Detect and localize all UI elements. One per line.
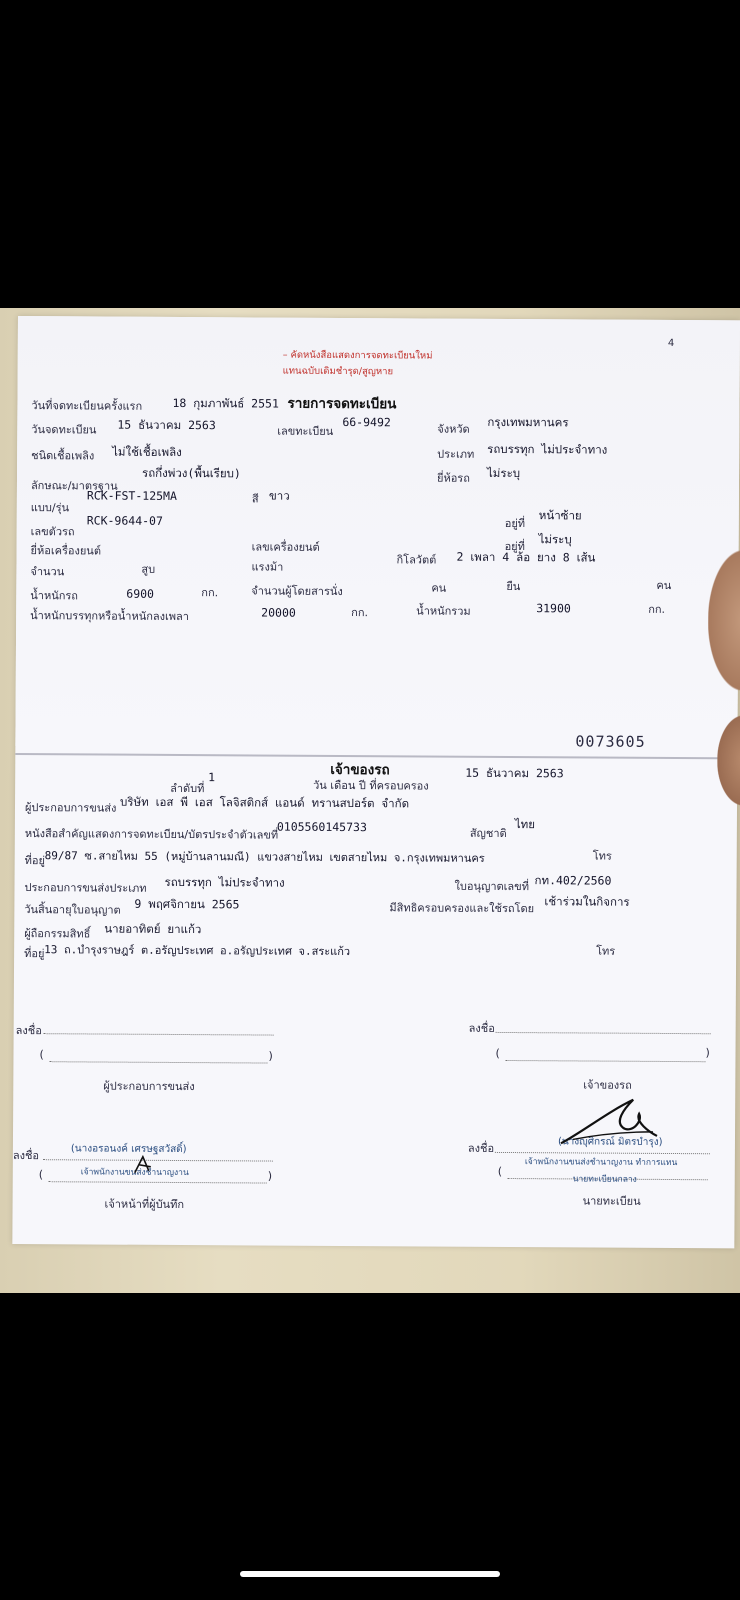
- seats-label: จำนวนผู้โดยสารนั่ง: [251, 584, 343, 598]
- vehicle-weight: 6900: [126, 586, 155, 601]
- paren-close-recorder: ): [267, 1169, 273, 1183]
- load-weight: 20000: [261, 605, 296, 620]
- recorder-name: (นางอรอนงค์ เศรษฐสวัสดิ์): [70, 1143, 187, 1156]
- reg-date: 15 ธันวาคม 2563: [117, 417, 216, 433]
- kg-unit-3: กก.: [648, 602, 666, 616]
- weight-label: น้ำหนักรถ: [30, 589, 79, 603]
- owner-role: เจ้าของรถ: [583, 1078, 632, 1092]
- horsepower-label: แรงม้า: [251, 560, 284, 574]
- axles-wheels: 2 เพลา 4 ล้อ ยาง 8 เส้น: [456, 549, 596, 565]
- paren-open-registrar: (: [497, 1164, 503, 1178]
- license-expire-date: 9 พฤศจิกายน 2565: [134, 896, 240, 912]
- cylinders-label: สูบ: [141, 562, 156, 576]
- holder-name: นายอาทิตย์ ยาแก้ว: [104, 921, 202, 937]
- chassis-label: เลขตัวรถ: [30, 525, 75, 539]
- load-label: น้ำหนักบรรทุกหรือน้ำหนักลงเพลา: [30, 609, 189, 624]
- phone2-label: โทร: [596, 944, 616, 958]
- first-reg-date: 18 กุมภาพันธ์ 2551: [172, 395, 279, 411]
- holder-address-label: ที่อยู่: [24, 947, 45, 961]
- count-label: จำนวน: [30, 565, 65, 579]
- plate-number: 66-9492: [342, 414, 391, 430]
- holder-address: 13 ถ.บำรุงราษฎร์ ต.อรัญประเทศ อ.อรัญประเทศ จ.สระแก้ว: [44, 943, 351, 959]
- owner-section-title: เจ้าของรถ: [330, 761, 390, 779]
- vehicle-type: รถบรรทุก ไม่ประจำทาง: [487, 441, 608, 457]
- possession-right: เช้าร่วมในกิจการ: [544, 894, 630, 909]
- recorder-role: เจ้าหน้าที่ผู้บันทึก: [104, 1197, 185, 1212]
- kg-unit-2: กก.: [351, 606, 369, 620]
- engine-no-label: เลขเครื่องยนต์: [251, 540, 320, 554]
- address-label: ที่อยู่: [24, 854, 46, 868]
- paren-close-owner: ): [705, 1046, 710, 1060]
- sign-label-registrar: ลงชื่อ: [467, 1141, 495, 1155]
- seq-label: ลำดับที่: [170, 781, 205, 796]
- license-label: ใบอนุญาตเลขที่: [454, 879, 530, 894]
- fuel-label: ชนิดเชื้อเพลิง: [31, 449, 95, 463]
- total-weight: 31900: [536, 601, 571, 616]
- model-label: แบบ/รุ่น: [30, 501, 70, 515]
- registrar-signature: [553, 1091, 663, 1152]
- home-indicator[interactable]: [240, 1571, 500, 1577]
- operator-address: 89/87 ซ.สายไหม 55 (หมู่บ้านลานมณี) แขวงสายไหม เขตสายไหม จ.กรุงเทพมหานคร: [44, 849, 485, 865]
- reg-date-label: วันจดทะเบียน: [31, 423, 97, 437]
- phone-label: โทร: [592, 849, 612, 863]
- expire-label: วันสิ้นอายุใบอนุญาต: [24, 903, 121, 917]
- operator-role: ผู้ประกอบการขนส่ง: [103, 1079, 195, 1094]
- first-reg-label: วันที่จดทะเบียนครั้งแรก: [31, 399, 143, 413]
- page-number: 4: [667, 337, 675, 350]
- chassis-number: RCK-9644-07: [86, 513, 163, 528]
- chassis-location: หน้าซ้าย: [538, 508, 582, 523]
- document-serial-number: 0073605: [575, 732, 646, 751]
- type-label: ประเภท: [437, 447, 475, 461]
- finger-tip: [717, 715, 740, 805]
- business-type-label: ประกอบการขนส่งประเภท: [24, 881, 147, 895]
- standing-label: ยืน: [506, 579, 521, 594]
- nationality: ไทย: [514, 817, 536, 832]
- operator-name: บริษัท เอส พี เอส โลจิสติกส์ แอนด์ ทรานสปอร์ต จำกัด: [119, 794, 410, 811]
- paren-open-recorder: (: [38, 1168, 44, 1182]
- total-weight-label: น้ำหนักรวม: [416, 604, 471, 618]
- page-title: รายการจดทะเบียน: [287, 395, 397, 413]
- reg-id-label: หนังสือสำคัญแสดงการจดทะเบียน/บัตรประจำตัวเลขที่: [24, 827, 279, 842]
- red-note-line2: แทนฉบับเดิมชำรุด/สูญหาย: [282, 365, 394, 378]
- person-unit-2: คน: [656, 578, 672, 592]
- holder-label: ผู้ถือกรรมสิทธิ์: [24, 927, 91, 941]
- engine-brand-label: ยี่ห้อเครื่องยนต์: [30, 544, 102, 558]
- sign-label-recorder: ลงชื่อ: [12, 1148, 40, 1163]
- reg-id-number: 0105560145733: [276, 819, 367, 835]
- operator-label: ผู้ประกอบการขนส่ง: [24, 801, 117, 815]
- seq-number: 1: [208, 770, 216, 785]
- color: ขาว: [268, 488, 290, 503]
- registrar-stamp-2: นายทะเบียนกลาง: [572, 1174, 637, 1185]
- brand-label: ยี่ห้อรถ: [436, 471, 470, 485]
- possession-date-label: วัน เดือน ปี ที่ครอบครอง: [313, 778, 429, 793]
- standard: รถกึ่งพ่วง(พื้นเรียบ): [142, 465, 241, 481]
- license-number: กท.402/2560: [534, 873, 612, 888]
- plate-label: เลขทะเบียน: [277, 424, 334, 438]
- paren-open-owner: (: [495, 1046, 500, 1060]
- engine-location: ไม่ระบุ: [538, 532, 572, 547]
- paren-close-operator: ): [268, 1049, 273, 1063]
- possession-date: 15 ธันวาคม 2563: [465, 765, 564, 781]
- registrar-stamp: เจ้าพนักงานขนส่งชำนาญงาน ทำการแทน: [524, 1157, 678, 1169]
- standard-label: ลักษณะ/มาตรฐาน: [30, 479, 118, 493]
- paren-open-operator: (: [39, 1048, 44, 1062]
- recorder-signature: [131, 1153, 161, 1177]
- document-photo: [0, 308, 740, 1293]
- nationality-label: สัญชาติ: [469, 826, 507, 840]
- possession-right-label: มีสิทธิครอบครองและใช้รถโดย: [389, 901, 535, 916]
- province: กรุงเทพมหานคร: [487, 414, 569, 430]
- registrar-role: นายทะเบียน: [582, 1194, 641, 1208]
- engine-loc-label: อยู่ที่: [504, 539, 525, 554]
- kilowatt-label: กิโลวัตต์: [396, 553, 437, 567]
- kg-unit-1: กก.: [201, 586, 219, 600]
- model: RCK-FST-125MA: [86, 488, 177, 503]
- business-type: รถบรรทุก ไม่ประจำทาง: [164, 874, 285, 890]
- red-note-line1: – คัดหนังสือแสดงการจดทะเบียนใหม่: [282, 349, 433, 362]
- registration-page: [12, 316, 740, 1248]
- color-label: สี: [251, 492, 259, 506]
- person-unit-1: คน: [431, 581, 447, 595]
- province-label: จังหวัด: [437, 422, 470, 436]
- brand: ไม่ระบุ: [487, 465, 521, 481]
- registrar-name: (นางญุศิกรณ์ มิตรบำรุง): [557, 1136, 663, 1148]
- sign-label-owner: ลงชื่อ: [468, 1021, 495, 1035]
- recorder-stamp: เจ้าพนักงานขนส่งชำนาญงาน: [80, 1167, 189, 1179]
- chassis-loc-label: อยู่ที่: [504, 516, 526, 531]
- fuel: ไม่ใช้เชื้อเพลิง: [112, 444, 182, 460]
- finger: [708, 550, 740, 690]
- sign-label-operator: ลงชื่อ: [15, 1023, 42, 1038]
